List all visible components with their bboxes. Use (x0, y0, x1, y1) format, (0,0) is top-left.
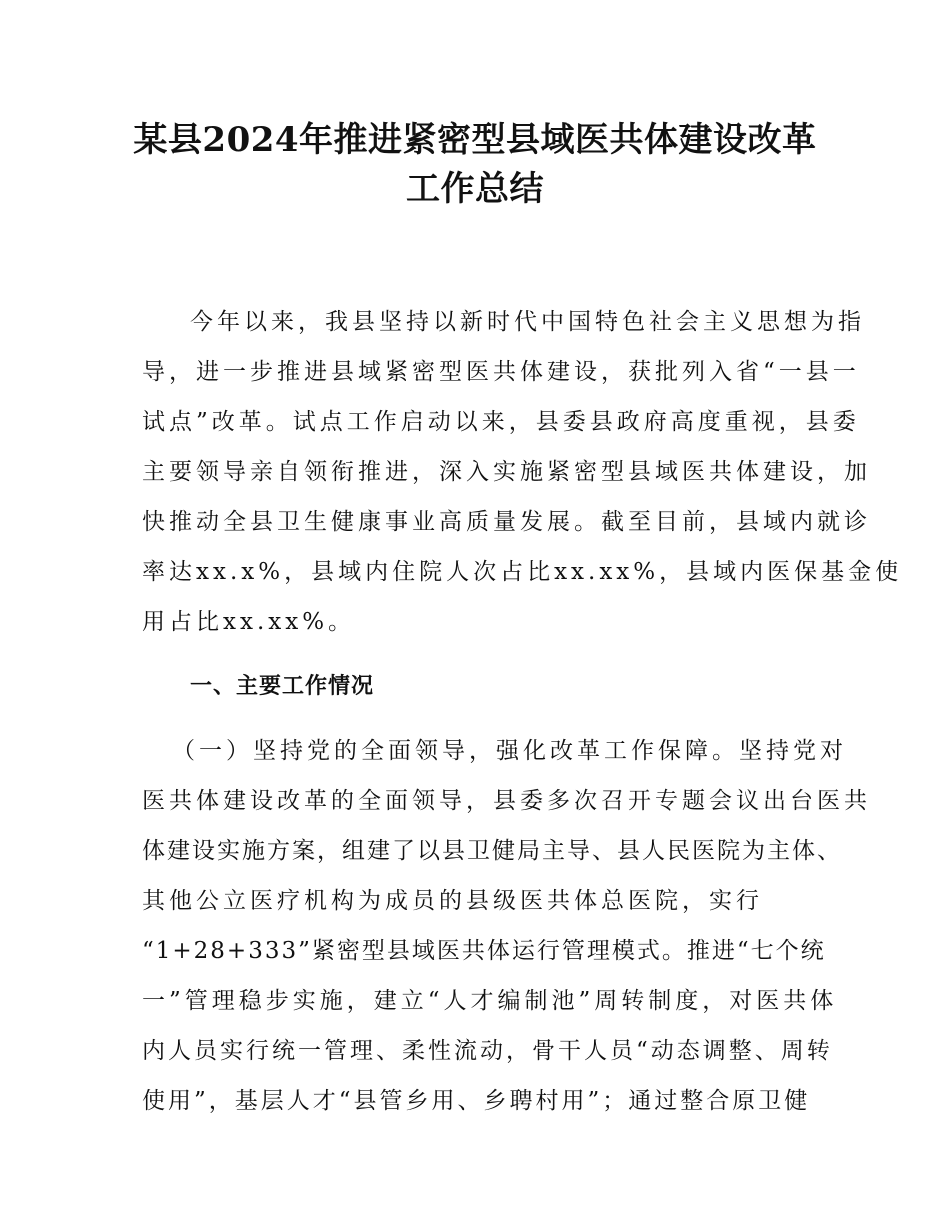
intro-line: 试点”改革。试点工作启动以来，县委县政府高度重视，县委 (142, 409, 860, 435)
intro-line: 主要领导亲自领衔推进，深入实施紧密型县域医共体建设，加 (142, 459, 871, 485)
intro-line: 快推动全县卫生健康事业高质量发展。截至目前，县域内就诊 (142, 509, 871, 535)
document-title-line-2: 工作总结 (406, 169, 544, 209)
section-heading: 一、主要工作情况 (190, 674, 375, 699)
document-title-line-1: 某县2024年推进紧密型县域医共体建设改革 (133, 120, 817, 160)
intro-line: 导，进一步推进县域紧密型医共体建设，获批列入省“一县一 (142, 359, 860, 385)
section-line: （一）坚持党的全面领导，强化改革工作保障。坚持党对 (172, 738, 847, 764)
intro-line: 率达xx.x%，县域内住院人次占比xx.xx%，县域内医保基金使 (142, 559, 903, 585)
section-line: 其他公立医疗机构为成员的县级医共体总医院，实行 (142, 888, 763, 914)
section-line: 内人员实行统一管理、柔性流动，骨干人员“动态调整、周转 (142, 1038, 833, 1064)
section-line: 一”管理稳步实施，建立“人才编制池”周转制度，对医共体 (142, 988, 838, 1014)
section-line: 使用”，基层人才“县管乡用、乡聘村用”；通过整合原卫健 (142, 1088, 811, 1114)
section-line: 体建设实施方案，组建了以县卫健局主导、县人民医院为主体、 (142, 838, 842, 864)
intro-line: 用占比xx.xx%。 (142, 609, 356, 635)
section-line: “1+28+333”紧密型县域医共体运行管理模式。推进“七个统 (142, 938, 826, 964)
intro-line: 今年以来，我县坚持以新时代中国特色社会主义思想为指 (190, 309, 865, 335)
section-line: 医共体建设改革的全面领导，县委多次召开专题会议出台医共 (142, 788, 871, 814)
